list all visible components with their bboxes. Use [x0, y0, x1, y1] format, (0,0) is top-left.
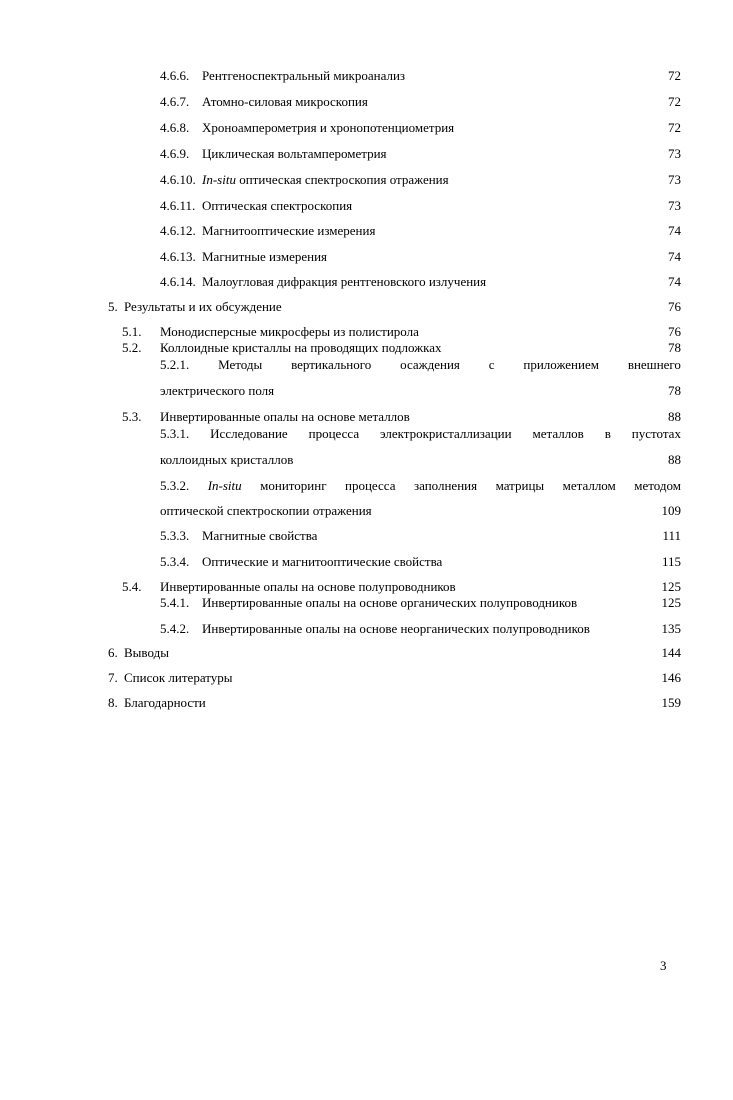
toc-entry	[160, 248, 681, 265]
toc-entry-number: 4.6.12.	[160, 223, 196, 238]
toc-entry-title: Магнитные измерения	[202, 249, 328, 264]
toc-entry-page: 88	[668, 452, 681, 467]
italic-term: In-situ	[202, 172, 236, 187]
toc-entry-page: 72	[668, 120, 681, 135]
toc-entry	[160, 119, 681, 136]
toc-entry	[122, 578, 681, 595]
toc-entry-number: 5.2.1.	[160, 357, 190, 372]
toc-entry-page: 72	[668, 68, 681, 83]
toc-entry-page: 78	[668, 340, 681, 355]
toc-entry-title: Инвертированные опалы на основе органических полупроводников	[202, 595, 578, 610]
toc-entry-number: 5.4.	[122, 579, 142, 594]
toc-entry-continuation	[160, 451, 681, 468]
italic-term: In-situ	[207, 478, 242, 493]
toc-entry-title: Выводы	[124, 645, 169, 660]
toc-entry-title: Результаты и их обсуждение	[124, 299, 282, 314]
toc-entry-continuation	[160, 382, 681, 399]
toc-entry	[160, 67, 681, 84]
toc-entry-continuation	[160, 502, 681, 519]
toc-entry-title: Коллоидные кристаллы на проводящих подложках	[160, 340, 442, 355]
toc-entry-title: Оптические и магнитооптические свойства	[202, 554, 443, 569]
toc-entry-first-line: 5.2.1. Методы вертикального осаждения с приложением внешнего	[160, 357, 681, 372]
toc-entry-number: 5.4.2.	[160, 621, 190, 636]
toc-entry	[160, 197, 681, 214]
toc-entry-title: Оптическая спектроскопия	[202, 198, 353, 213]
toc-entry-number: 5.4.1.	[160, 595, 190, 610]
toc-entry-page: 73	[668, 198, 681, 213]
toc-entry-page: 146	[661, 670, 681, 685]
toc-entry	[122, 408, 681, 425]
toc-entry-page: 88	[668, 409, 681, 424]
toc-entry	[160, 273, 681, 290]
toc-entry-page: 109	[661, 503, 681, 518]
toc-entry-number: 4.6.7.	[160, 94, 190, 109]
toc-entry-title: электрического поля	[160, 383, 275, 398]
toc-entry-title: Список литературы	[124, 670, 233, 685]
toc-entry	[122, 339, 681, 356]
toc-entry	[160, 620, 681, 637]
toc-entry-number: 5.3.1.	[160, 426, 190, 441]
toc-entry-number: 4.6.14.	[160, 274, 196, 289]
toc-entry-title: In-situ оптическая спектроскопия отражения	[202, 172, 449, 187]
toc-entry-number: 5.	[108, 299, 118, 314]
toc-entry-title: Инвертированные опалы на основе полупроводников	[160, 579, 456, 594]
toc-entry-title: Циклическая вольтамперометрия	[202, 146, 387, 161]
toc-entry-page: 135	[661, 621, 681, 636]
toc-entry-number: 4.6.8.	[160, 120, 190, 135]
toc-entry-number: 5.1.	[122, 324, 142, 339]
toc-entry	[160, 93, 681, 110]
toc-entry-first-line: 5.3.2. In-situ мониторинг процесса заполнения матрицы металлом методом	[160, 478, 681, 493]
toc-entry-number: 7.	[108, 670, 118, 685]
toc-entry-title: Малоугловая дифракция рентгеновского излучения	[202, 274, 487, 289]
toc-entry-page: 73	[668, 146, 681, 161]
toc-entry-title: Рентгеноспектральный микроанализ	[202, 68, 406, 83]
toc-entry-number: 4.6.11.	[160, 198, 196, 213]
toc-entry-title: коллоидных кристаллов	[160, 452, 294, 467]
toc-entry-number: 5.3.4.	[160, 554, 190, 569]
toc-entry-page: 144	[661, 645, 681, 660]
toc-entry-number: 4.6.6.	[160, 68, 190, 83]
toc-entry	[160, 222, 681, 239]
toc-entry	[108, 644, 681, 661]
toc-entry-number: 4.6.10.	[160, 172, 196, 187]
toc-entry-title: Хроноамперометрия и хронопотенциометрия	[202, 120, 455, 135]
toc-entry-number: 4.6.9.	[160, 146, 190, 161]
toc-entry	[160, 145, 681, 162]
toc-entry-page: 76	[668, 299, 681, 314]
toc-entry	[122, 323, 681, 340]
toc-entry-number: 6.	[108, 645, 118, 660]
toc-entry	[160, 553, 681, 570]
toc-entry-title: Монодисперсные микросферы из полистирола	[160, 324, 419, 339]
toc-entry-page: 159	[661, 695, 681, 710]
toc-entry	[160, 171, 681, 188]
toc-entry-page: 76	[668, 324, 681, 339]
toc-entry-page: 78	[668, 383, 681, 398]
toc-entry-number: 8.	[108, 695, 118, 710]
toc-entry-page: 125	[661, 595, 681, 610]
toc-entry-title: Магнитные свойства	[202, 528, 318, 543]
toc-entry-page: 72	[668, 94, 681, 109]
toc-entry	[160, 527, 681, 544]
toc-entry-page: 111	[662, 528, 681, 543]
toc-entry-first-line: 5.3.1. Исследование процесса электрокристаллизации металлов в пустотах	[160, 426, 681, 441]
toc-entry-page: 74	[668, 274, 681, 289]
toc-entry-number: 5.3.	[122, 409, 142, 424]
toc-entry-title: Инвертированные опалы на основе неорганических полупроводников	[202, 621, 590, 636]
toc-entry-number: 5.3.2.	[160, 478, 190, 493]
toc-entry	[108, 669, 681, 686]
toc-entry-page: 125	[661, 579, 681, 594]
page-number: 3	[660, 958, 667, 973]
toc-entry-page: 74	[668, 249, 681, 264]
toc-entry	[108, 694, 681, 711]
toc-entry-title: оптической спектроскопии отражения	[160, 503, 372, 518]
toc-entry-number: 4.6.13.	[160, 249, 196, 264]
toc-entry-number: 5.3.3.	[160, 528, 190, 543]
toc-entry-page: 74	[668, 223, 681, 238]
toc-entry-title: Атомно-силовая микроскопия	[202, 94, 368, 109]
toc-entry-page: 115	[661, 554, 681, 569]
toc-entry-title: Благодарности	[124, 695, 206, 710]
toc-entry-page: 73	[668, 172, 681, 187]
toc-entry-number: 5.2.	[122, 340, 142, 355]
toc-entry-title: Магнитооптические измерения	[202, 223, 376, 238]
toc-entry	[108, 298, 681, 315]
toc-entry-title: Инвертированные опалы на основе металлов	[160, 409, 410, 424]
toc-entry	[160, 594, 681, 611]
